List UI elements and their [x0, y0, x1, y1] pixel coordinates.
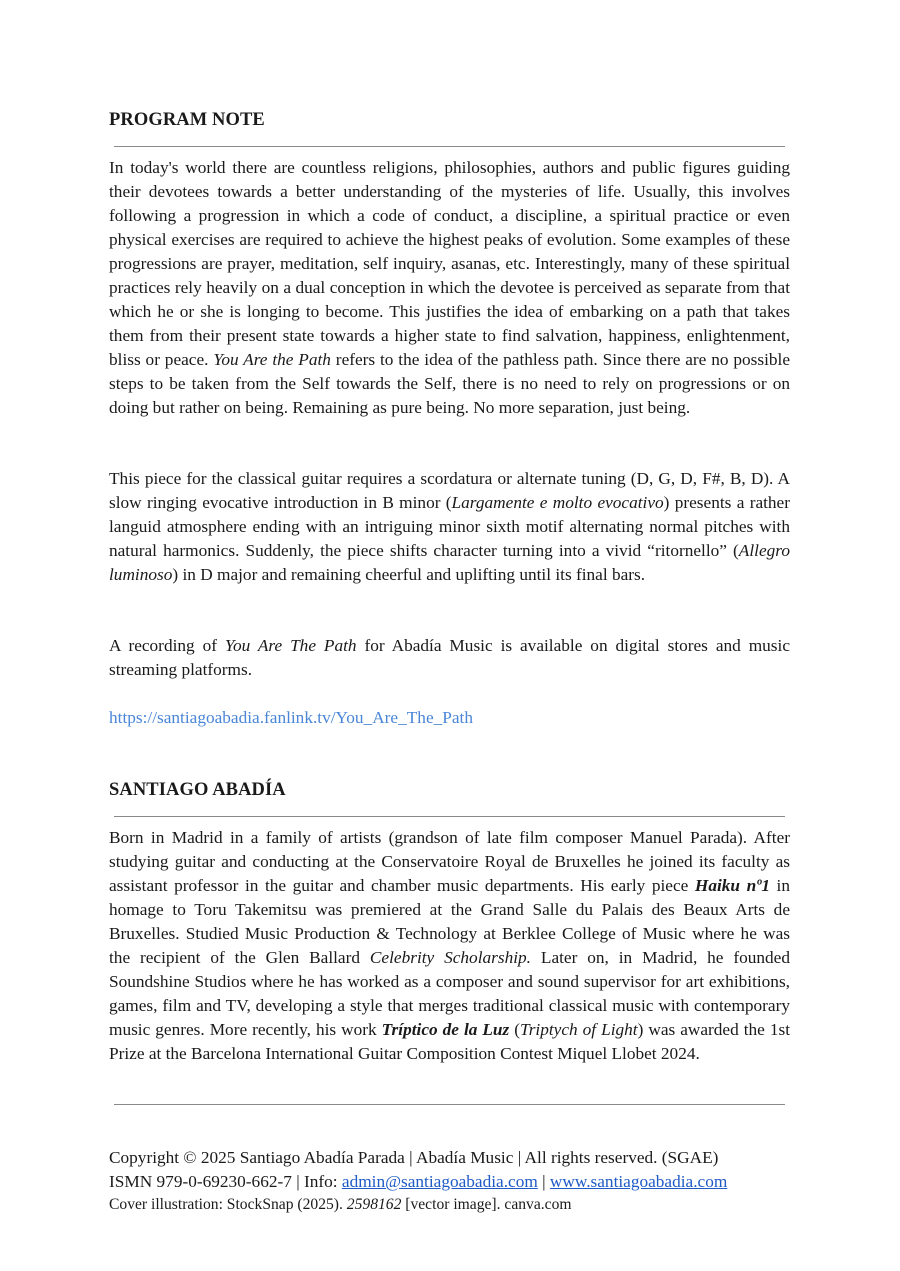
cover-credit-text: [vector image]. canva.com [401, 1196, 572, 1213]
text-run: Later on, in Madrid, he founded Soundshine Studios where he has worked as a composer and sound supervisor for art exhibitions, games, film and TV, developing a style that merges traditional classical music with contemporary music genres. More recently, his work [109, 948, 790, 1039]
work-title: Tríptico de la Luz [381, 1020, 510, 1039]
scholarship-name: Celebrity Scholarship. [369, 948, 531, 967]
program-note-paragraph-3 [109, 634, 790, 682]
recording-link[interactable]: https://santiagoabadia.fanlink.tv/You_Are_The_Path [109, 708, 473, 727]
program-note-paragraph-1 [109, 156, 790, 420]
tempo-marking: Largamente e molto evocativo [451, 493, 664, 512]
bio-heading: SANTIAGO ABADÍA [109, 780, 286, 800]
text-run: In today's world there are countless religions, philosophies, authors and public figures guiding their devotees towards a better understanding of the mysteries of life. Usually, this involves following a progression in which a code of conduct, a discipline, a spiritual practice or even physical exercises are required to achieve the highest peaks of evolution. Some examples of these progressions are prayer, meditation, self inquiry, asanas, etc. Interestingly, many of these spiritual practices rely heavily on a dual conception in which the devotee is perceived as separate from that which he or she is longing to become. This justifies the idea of embarking on a path that takes them from their present state towards a higher state to find salvation, happiness, enlightenment, bliss or peace. [109, 158, 790, 369]
text-run: refers to the idea of the pathless path. Since there are no possible steps to be taken from the Self towards the Self, there is no need to rely on progressions or on doing but rather on being. Remaining as pure being. No more separation, just being. [109, 350, 790, 417]
text-run: This piece for the classical guitar requires a scordatura or alternate tuning (D, G, D, F#, B, D). A slow ringing evocative introduction in B minor ( [109, 469, 790, 512]
work-title: Haiku nº1 [694, 876, 770, 895]
tempo-marking: Allegro luminoso [109, 541, 790, 584]
bio-paragraph [109, 826, 790, 1066]
text-run: A recording of [109, 636, 225, 655]
separator: | [537, 1172, 550, 1191]
ismn-text: ISMN 979-0-69230-662-7 | Info: [109, 1172, 342, 1191]
text-run: ) in D major and remaining cheerful and uplifting until its final bars. [172, 565, 646, 584]
website-link[interactable]: www.santiagoabadia.com [549, 1172, 728, 1191]
section-divider [114, 816, 785, 817]
program-note-heading: PROGRAM NOTE [109, 110, 265, 130]
text-run: ) presents a rather languid atmosphere ending with an intriguing minor sixth motif alternating normal pitches with natural harmonics. Suddenly, the piece shifts character turning into a vivid “ritornello” ( [109, 493, 790, 560]
piece-title: You Are The Path [224, 636, 357, 655]
work-translation: Triptych of Light [520, 1020, 638, 1039]
text-run: Born in Madrid in a family of artists (grandson of late film composer Manuel Parada). After studying guitar and conducting at the Conservatoire Royal de Bruxelles he joined its faculty as assistant professor in the guitar and chamber music departments. His early piece [109, 828, 790, 895]
ismn-line [109, 1170, 727, 1194]
piece-title: You Are the Path [213, 350, 331, 369]
text-run: ( [509, 1020, 521, 1039]
text-run: in homage to Toru Takemitsu was premiered at the Grand Salle du Palais des Beaux Arts de Bruxelles. Studied Music Production & Technology at Berklee College of Music where he was the recipient of the Glen Ballard [109, 876, 790, 967]
program-note-paragraph-2 [109, 467, 790, 587]
text-run: for Abadía Music is available on digital stores and music streaming platforms. [109, 636, 790, 679]
cover-credit-text: Cover illustration: StockSnap (2025). [109, 1196, 347, 1213]
email-link[interactable]: admin@santiagoabadia.com [341, 1172, 538, 1191]
text-run: ) was awarded the 1st Prize at the Barcelona International Guitar Composition Contest Miquel Llobet 2024. [109, 1020, 791, 1063]
section-divider [114, 146, 785, 147]
copyright-line: Copyright © 2025 Santiago Abadía Parada | Abadía Music | All rights reserved. (SGAE) [109, 1148, 719, 1167]
cover-credit-line [109, 1193, 572, 1217]
cover-image-id: 2598162 [346, 1196, 402, 1213]
footer-divider [114, 1104, 785, 1105]
